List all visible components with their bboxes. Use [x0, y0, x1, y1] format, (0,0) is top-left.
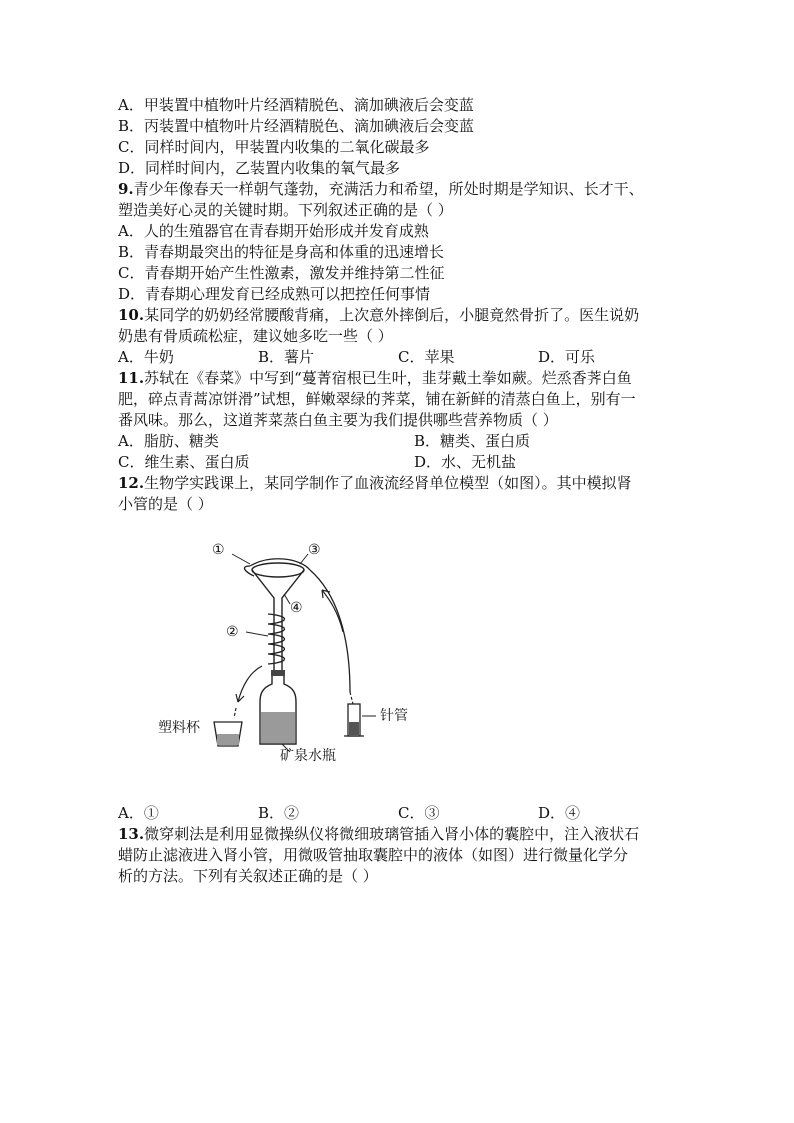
q12-option-b: B．② — [258, 804, 300, 822]
q9-option-a: A．人的生殖器官在青春期开始形成并发育成熟 — [118, 222, 429, 240]
q12-option-c: C．③ — [398, 804, 440, 822]
tube-3-dashed — [350, 692, 353, 704]
label-water-bottle: 矿泉水瓶 — [280, 748, 336, 764]
tube-1-top — [250, 559, 310, 570]
q13-stem-line-3: 析的方法。下列有关叙述正确的是（ ） — [118, 867, 378, 885]
q9-text-1: 青少年像春天一样朝气蓬勃，充满活力和希望，所处时期是学知识、长才干、 — [133, 180, 644, 198]
q8-option-a: A．甲装置中植物叶片经酒精脱色、滴加碘液后会变蓝 — [118, 96, 474, 114]
q12-stem-line-2: 小管的是（ ） — [118, 495, 213, 513]
bottle-cap — [271, 670, 285, 676]
q11-number: 11. — [118, 369, 145, 387]
q9-option-b: B．青春期最突出的特征是身高和体重的迅速增长 — [118, 243, 445, 261]
q11-stem-line-2: 肥，碎点青蒿凉饼滑”试想，鲜嫩翠绿的荠菜，铺在新鲜的清蒸白鱼上，别有一 — [118, 390, 636, 408]
flow-arrow-up — [322, 590, 343, 632]
label-marker-4: ④ — [290, 600, 303, 616]
q13-stem-line-1 — [118, 824, 639, 845]
q8-option-d: D．同样时间内，乙装置内收集的氧气最多 — [118, 159, 401, 177]
kidney-model-figure — [150, 532, 450, 777]
q10-stem-line-1 — [118, 305, 639, 326]
q11-option-c: C．维生素、蛋白质 — [118, 453, 250, 471]
q10-text-1: 某同学的奶奶经常腰酸背痛，上次意外摔倒后，小腿竟然骨折了。医生说奶 — [144, 306, 640, 324]
funnel-rim — [252, 563, 304, 577]
label-syringe: 针管 — [380, 708, 408, 724]
flow-arrow-down — [238, 666, 262, 702]
q9-stem-line-2: 塑造美好心灵的关键时期。下列叙述正确的是（ ） — [118, 201, 453, 219]
q12-number: 12. — [118, 474, 145, 492]
q9-option-d: D．青春期心理发育已经成熟可以把控任何事情 — [118, 285, 431, 303]
tube-to-cup — [234, 708, 236, 718]
tube-3 — [310, 570, 350, 692]
q8-option-b: B．丙装置中植物叶片经酒精脱色、滴加碘液后会变蓝 — [118, 117, 475, 135]
leader-1 — [232, 554, 250, 564]
q11-stem-line-1 — [118, 368, 632, 389]
label-marker-1: ① — [212, 542, 225, 558]
q12-text-1: 生物学实践课上，某同学制作了血液流经肾单位模型（如图）。其中模拟肾 — [144, 474, 632, 492]
q11-option-d: D．水、无机盐 — [414, 453, 517, 471]
q13-stem-line-2: 蜡防止滤液进入肾小管，用微吸管抽取囊腔中的液体（如图）进行微量化学分 — [118, 846, 629, 864]
q13-number: 13. — [118, 825, 145, 843]
q10-option-a: A．牛奶 — [118, 348, 174, 366]
label-marker-3: ③ — [308, 542, 321, 558]
q10-option-b: B．薯片 — [258, 348, 315, 366]
bottle-water — [261, 712, 295, 743]
q10-stem-line-2: 奶患有骨质疏松症，建议她多吃一些（ ） — [118, 327, 393, 345]
label-marker-2: ② — [226, 624, 239, 640]
leader-3 — [300, 554, 308, 564]
q12-option-a: A．① — [118, 804, 159, 822]
q12-stem-line-1 — [118, 473, 632, 494]
syringe-plunger — [349, 722, 359, 735]
q10-option-c: C．苹果 — [398, 348, 455, 366]
q10-option-d: D．可乐 — [538, 348, 596, 366]
q11-option-b: B．糖类、蛋白质 — [414, 432, 531, 450]
q9-option-c: C．青春期开始产生性激素，激发并维持第二性征 — [118, 264, 445, 282]
q8-option-c: C．同样时间内，甲装置内收集的二氧化碳最多 — [118, 138, 430, 156]
label-plastic-cup: 塑料杯 — [158, 720, 200, 736]
q12-option-d: D．④ — [538, 804, 581, 822]
leader-2 — [246, 632, 268, 636]
q11-stem-line-3: 番风味。那么，这道荠菜蒸白鱼主要为我们提供哪些营养物质（ ） — [118, 411, 558, 429]
kidney-model-illustration — [150, 532, 450, 777]
cup-liquid — [217, 734, 239, 745]
q11-text-1: 苏轼在《春菜》中写到“蔓菁宿根已生叶，韭芽戴土拳如蕨。烂烝香荠白鱼 — [144, 369, 632, 387]
q9-stem-line-1 — [118, 179, 644, 200]
q13-text-1: 微穿刺法是利用显微操纵仪将微细玻璃管插入肾小体的囊腔中，注入液状石 — [144, 825, 640, 843]
q10-number: 10. — [118, 306, 145, 324]
q11-option-a: A．脂肪、糖类 — [118, 432, 219, 450]
q9-number: 9. — [118, 180, 134, 198]
